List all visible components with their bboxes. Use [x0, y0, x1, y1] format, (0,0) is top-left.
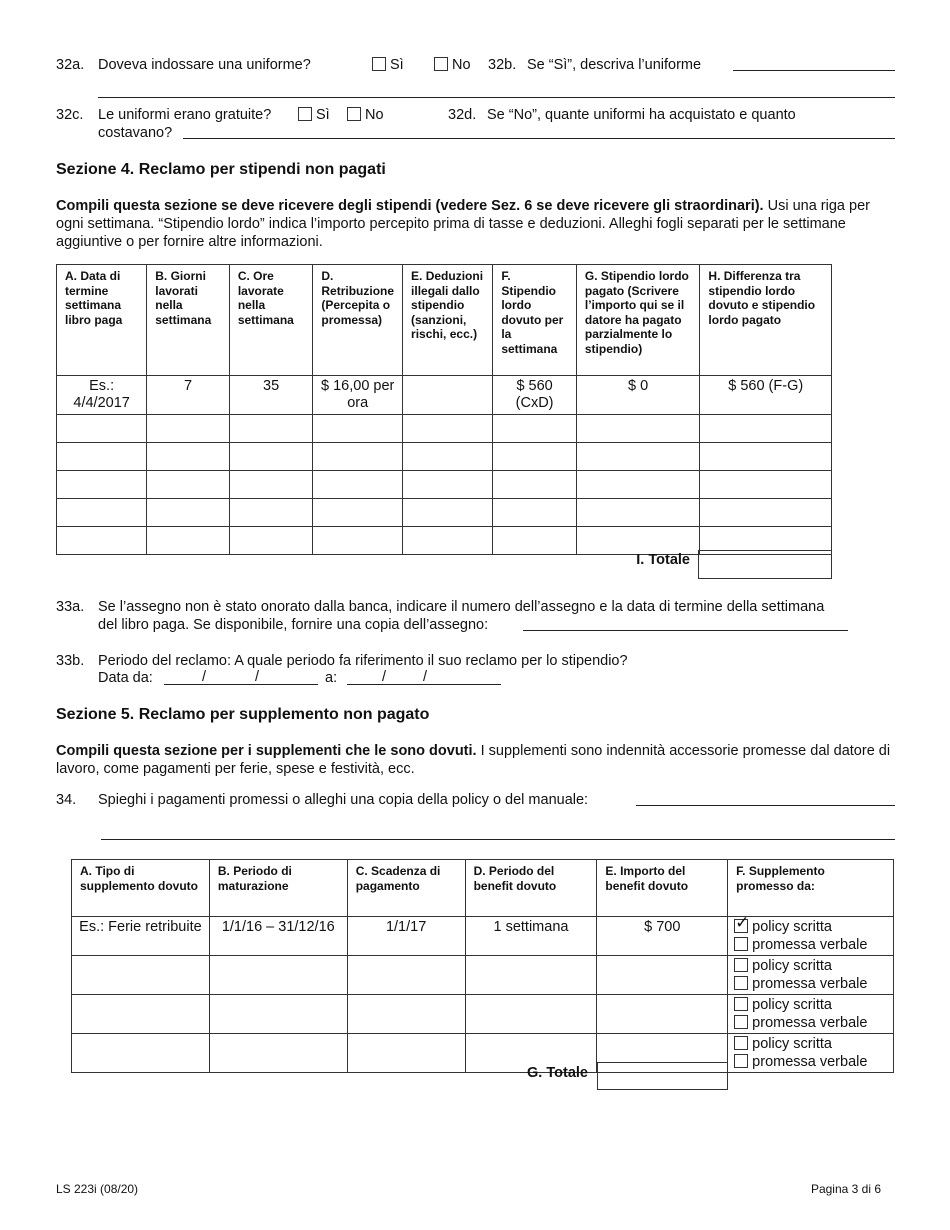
col-d-header: D. Periodo del benefit dovuto: [465, 860, 597, 917]
input-cell[interactable]: [147, 499, 230, 527]
input-cell[interactable]: [576, 443, 700, 471]
q34-answer-field-line2[interactable]: [101, 839, 895, 840]
table-row: [72, 956, 894, 995]
q32d-label-cont: costavano?: [98, 125, 173, 141]
wages-table-header-row: [57, 265, 832, 376]
q33b-number: 33b.: [56, 653, 85, 669]
written-policy-option[interactable]: policy scritta: [734, 1035, 887, 1053]
col-e-header: E. Deduzioni illegali dallo stipendio (sanzioni, rischi, ecc.): [403, 265, 493, 376]
date-separator: /: [382, 669, 387, 685]
written-policy-checkbox[interactable]: [734, 919, 748, 933]
input-cell[interactable]: [209, 995, 347, 1034]
q32d-answer-field[interactable]: [183, 138, 895, 139]
input-cell[interactable]: [493, 415, 577, 443]
input-cell[interactable]: [493, 443, 577, 471]
input-cell[interactable]: [347, 1034, 465, 1073]
col-b-header: B. Giorni lavorati nella settimana: [147, 265, 230, 376]
col-h-header: H. Differenza tra stipendio lordo dovuto e stipendio lordo pagato: [700, 265, 832, 376]
written-policy-option[interactable]: policy scritta: [734, 996, 887, 1014]
input-cell[interactable]: [597, 995, 728, 1034]
input-cell[interactable]: [57, 443, 147, 471]
input-cell[interactable]: [576, 527, 700, 555]
written-policy-option[interactable]: ✓ policy scritta: [734, 918, 887, 936]
date-separator: /: [423, 669, 428, 685]
example-cell: $ 16,00 per ora: [313, 376, 403, 415]
supplement-total-field[interactable]: [597, 1062, 728, 1090]
example-row: [57, 376, 832, 415]
date-separator: /: [202, 669, 207, 685]
supplement-table: [71, 859, 894, 1073]
verbal-promise-checkbox[interactable]: [734, 1015, 748, 1029]
q33a-answer-field[interactable]: [523, 630, 848, 631]
written-policy-checkbox[interactable]: [734, 958, 748, 972]
input-cell[interactable]: [57, 415, 147, 443]
q33a-label-line2: del libro paga. Se disponibile, fornire una copia dell’assegno:: [98, 617, 489, 633]
input-cell[interactable]: [403, 471, 493, 499]
input-cell[interactable]: [229, 499, 313, 527]
q32a-no-option[interactable]: No: [434, 57, 471, 73]
input-cell[interactable]: [313, 443, 403, 471]
wages-table: [56, 264, 832, 555]
q33b-from-date-field[interactable]: [164, 684, 318, 685]
q33b-to-label: a:: [325, 670, 338, 686]
verbal-promise-option[interactable]: promessa verbale: [734, 975, 887, 993]
q32b-answer-field[interactable]: [733, 70, 895, 71]
input-cell[interactable]: [403, 415, 493, 443]
q32a-no-checkbox[interactable]: [434, 57, 448, 71]
q32c-no-option[interactable]: No: [347, 107, 384, 123]
input-cell[interactable]: [597, 956, 728, 995]
input-cell[interactable]: [229, 471, 313, 499]
promised-by-cell: [728, 917, 894, 956]
input-cell[interactable]: [700, 499, 832, 527]
q32c-number: 32c.: [56, 107, 84, 123]
col-g-header: G. Stipendio lordo pagato (Scrivere l’importo qui se il datore ha pagato parzialmente lo stipendio): [576, 265, 700, 376]
example-cell: 1/1/17: [347, 917, 465, 956]
input-cell[interactable]: [493, 499, 577, 527]
q33a-label-line1: Se l’assegno non è stato onorato dalla banca, indicare il numero dell’assegno e la data di termine della settimana: [98, 599, 825, 615]
q33b-from-label: Data da:: [98, 670, 153, 686]
q32d-number: 32d.: [448, 107, 477, 123]
table-row: [57, 415, 832, 443]
supplement-table-header-row: [72, 860, 894, 917]
input-cell[interactable]: [493, 471, 577, 499]
form-id: LS 223i (08/20): [56, 1182, 139, 1196]
written-policy-checkbox[interactable]: [734, 1036, 748, 1050]
input-cell[interactable]: [72, 995, 210, 1034]
input-cell[interactable]: [313, 527, 403, 555]
verbal-promise-option[interactable]: promessa verbale: [734, 1014, 887, 1032]
input-cell[interactable]: [313, 415, 403, 443]
q32c-no-checkbox[interactable]: [347, 107, 361, 121]
col-d-header: D. Retribuzione (Percepita o promessa): [313, 265, 403, 376]
input-cell[interactable]: [229, 527, 313, 555]
table-row: [57, 499, 832, 527]
q34-number: 34.: [56, 792, 77, 808]
input-cell[interactable]: [57, 471, 147, 499]
input-cell[interactable]: [403, 443, 493, 471]
input-cell[interactable]: [147, 471, 230, 499]
input-cell[interactable]: [147, 415, 230, 443]
q34-label: Spieghi i pagamenti promessi o alleghi una copia della policy o del manuale:: [98, 792, 589, 808]
example-cell: $ 700: [597, 917, 728, 956]
input-cell[interactable]: [403, 499, 493, 527]
col-c-header: C. Scadenza di pagamento: [347, 860, 465, 917]
q33a-number: 33a.: [56, 599, 85, 615]
input-cell[interactable]: [700, 415, 832, 443]
verbal-promise-checkbox[interactable]: [734, 937, 748, 951]
q32c-yes-checkbox[interactable]: [298, 107, 312, 121]
col-b-header: B. Periodo di maturazione: [209, 860, 347, 917]
example-cell: [403, 376, 493, 415]
input-cell[interactable]: [576, 499, 700, 527]
input-cell[interactable]: [493, 527, 577, 555]
q32a-yes-option[interactable]: Sì: [372, 57, 404, 73]
table-row: [57, 471, 832, 499]
promised-by-cell: [728, 956, 894, 995]
input-cell[interactable]: [147, 443, 230, 471]
q32b-number: 32b.: [488, 57, 517, 73]
example-cell: 7: [147, 376, 230, 415]
col-c-header: C. Ore lavorate nella settimana: [229, 265, 313, 376]
q32d-label: Se “No”, quante uniformi ha acquistato e quanto: [487, 107, 796, 123]
input-cell[interactable]: [700, 471, 832, 499]
input-cell[interactable]: [209, 956, 347, 995]
verbal-promise-checkbox[interactable]: [734, 976, 748, 990]
input-cell[interactable]: [313, 471, 403, 499]
written-policy-checkbox[interactable]: [734, 997, 748, 1011]
input-cell[interactable]: [576, 415, 700, 443]
q32a-yes-checkbox[interactable]: [372, 57, 386, 71]
example-cell: $ 0: [576, 376, 700, 415]
q32a-label: Doveva indossare una uniforme?: [98, 57, 311, 73]
written-policy-option[interactable]: policy scritta: [734, 957, 887, 975]
section5-title: Sezione 5. Reclamo per supplemento non pagato: [56, 706, 430, 723]
col-a-header: A. Tipo di supplemento dovuto: [72, 860, 210, 917]
q32a-number: 32a.: [56, 57, 85, 73]
input-cell[interactable]: [313, 499, 403, 527]
example-cell: 1 settimana: [465, 917, 597, 956]
q32c-label: Le uniformi erano gratuite?: [98, 107, 272, 123]
section4-title: Sezione 4. Reclamo per stipendi non pagati: [56, 161, 386, 178]
input-cell[interactable]: [347, 995, 465, 1034]
input-cell[interactable]: [229, 443, 313, 471]
q32c-yes-option[interactable]: Sì: [298, 107, 330, 123]
input-cell[interactable]: [72, 956, 210, 995]
table-row: [57, 443, 832, 471]
q34-answer-field[interactable]: [636, 805, 895, 806]
section4-intro: Compili questa sezione se deve ricevere degli stipendi (vedere Sez. 6 se deve ricevere gli straordinari). Usi una riga per ogni settimana. “Stipendio lordo” indica l’importo percepito prima di tasse e deduzioni. Alleghi fogli separati per le settimane aggiuntive o per fornire altre informazioni.: [56, 198, 870, 250]
page-number: Pagina 3 di 6: [810, 1182, 881, 1196]
input-cell[interactable]: [147, 527, 230, 555]
wages-total-label: I. Totale: [636, 552, 690, 568]
table-row: [72, 995, 894, 1034]
input-cell[interactable]: [576, 471, 700, 499]
date-separator: /: [255, 669, 260, 685]
supplement-total-label: G. Totale: [527, 1065, 588, 1081]
example-cell: $ 560 (CxD): [493, 376, 577, 415]
col-f-header: F. Stipendio lordo dovuto per la settimana: [493, 265, 577, 376]
input-cell[interactable]: [57, 527, 147, 555]
input-cell[interactable]: [229, 415, 313, 443]
q33b-label: Periodo del reclamo: A quale periodo fa riferimento il suo reclamo per lo stipendio?: [98, 653, 628, 669]
input-cell[interactable]: [347, 956, 465, 995]
example-cell: Es.: 4/4/2017: [57, 376, 147, 415]
input-cell[interactable]: [465, 995, 597, 1034]
promised-by-cell: [728, 1034, 894, 1073]
wages-total-field[interactable]: [698, 550, 832, 579]
verbal-promise-option[interactable]: promessa verbale: [734, 936, 887, 954]
col-e-header: E. Importo del benefit dovuto: [597, 860, 728, 917]
example-row: [72, 917, 894, 956]
q32b-answer-field-line2[interactable]: [98, 97, 895, 98]
example-cell: $ 560 (F-G): [700, 376, 832, 415]
input-cell[interactable]: [403, 527, 493, 555]
example-cell: 1/1/16 – 31/12/16: [209, 917, 347, 956]
input-cell[interactable]: [72, 1034, 210, 1073]
verbal-promise-option[interactable]: promessa verbale: [734, 1053, 887, 1071]
col-a-header: A. Data di termine settimana libro paga: [57, 265, 147, 376]
promised-by-cell: [728, 995, 894, 1034]
input-cell[interactable]: [209, 1034, 347, 1073]
verbal-promise-checkbox[interactable]: [734, 1054, 748, 1068]
col-f-header: F. Supplemento promesso da:: [728, 860, 894, 917]
q32b-label: Se “Sì”, descriva l’uniforme: [527, 57, 702, 73]
input-cell[interactable]: [465, 956, 597, 995]
section5-intro: Compili questa sezione per i supplementi che le sono dovuti. I supplementi sono indennità accessorie promesse dal datore di lavoro, come pagamenti per ferie, spese e festività, ecc.: [56, 743, 891, 777]
example-cell: 35: [229, 376, 313, 415]
example-cell: Es.: Ferie retribuite: [72, 917, 210, 956]
input-cell[interactable]: [700, 443, 832, 471]
input-cell[interactable]: [57, 499, 147, 527]
